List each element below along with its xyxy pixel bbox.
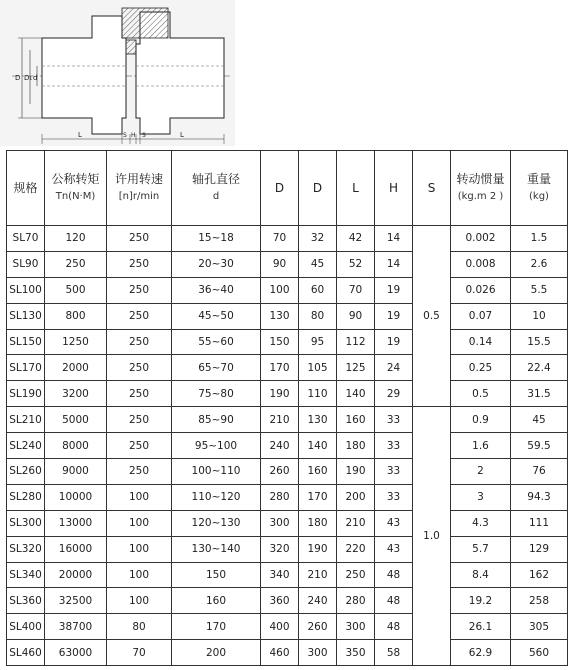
table-cell: 1.5 bbox=[511, 226, 568, 252]
table-cell: 10 bbox=[511, 303, 568, 329]
table-row bbox=[7, 277, 568, 303]
table-cell: 200 bbox=[337, 484, 375, 510]
table-cell: 15~18 bbox=[172, 226, 261, 252]
table-cell: 250 bbox=[107, 459, 172, 485]
table-cell: SL100 bbox=[7, 277, 45, 303]
table-cell: 1.6 bbox=[451, 433, 511, 459]
table-cell: 300 bbox=[261, 510, 299, 536]
table-cell: 250 bbox=[107, 355, 172, 381]
table-cell: 180 bbox=[337, 433, 375, 459]
table-cell: 210 bbox=[337, 510, 375, 536]
table-row bbox=[7, 614, 568, 640]
header-sublabel: (kg) bbox=[529, 191, 549, 202]
table-cell: 2.6 bbox=[511, 251, 568, 277]
table-cell: 160 bbox=[299, 459, 337, 485]
table-row bbox=[7, 329, 568, 355]
table-cell: SL340 bbox=[7, 562, 45, 588]
table-cell: 100 bbox=[261, 277, 299, 303]
table-cell: 250 bbox=[107, 433, 172, 459]
table-cell: 48 bbox=[375, 614, 413, 640]
table-cell: 100 bbox=[107, 562, 172, 588]
table-cell: 250 bbox=[107, 226, 172, 252]
table-cell: 190 bbox=[337, 459, 375, 485]
table-cell: 800 bbox=[45, 303, 107, 329]
table-cell: SL130 bbox=[7, 303, 45, 329]
table-cell: 42 bbox=[337, 226, 375, 252]
table-cell: 85~90 bbox=[172, 407, 261, 433]
table-cell: 360 bbox=[261, 588, 299, 614]
table-cell: 129 bbox=[511, 536, 568, 562]
table-cell: 16000 bbox=[45, 536, 107, 562]
table-cell: 95 bbox=[299, 329, 337, 355]
table-cell: 2000 bbox=[45, 355, 107, 381]
table-cell: 190 bbox=[299, 536, 337, 562]
table-cell: 75~80 bbox=[172, 381, 261, 407]
table-row bbox=[7, 459, 568, 485]
table-cell: 170 bbox=[172, 614, 261, 640]
table-cell: 59.5 bbox=[511, 433, 568, 459]
header-label: 规格 bbox=[13, 181, 38, 195]
table-cell: 250 bbox=[107, 277, 172, 303]
table-cell: 305 bbox=[511, 614, 568, 640]
table-cell: 100 bbox=[107, 588, 172, 614]
table-cell: 80 bbox=[107, 614, 172, 640]
table-cell: 180 bbox=[299, 510, 337, 536]
table-cell: 60 bbox=[299, 277, 337, 303]
table-cell: 3200 bbox=[45, 381, 107, 407]
table-cell: 5000 bbox=[45, 407, 107, 433]
table-cell: 70 bbox=[261, 226, 299, 252]
table-cell: 10000 bbox=[45, 484, 107, 510]
table-cell: 100~110 bbox=[172, 459, 261, 485]
header-cell bbox=[511, 151, 568, 226]
table-cell: SL190 bbox=[7, 381, 45, 407]
table-cell: 100 bbox=[107, 536, 172, 562]
table-cell: 320 bbox=[261, 536, 299, 562]
table-cell: SL70 bbox=[7, 226, 45, 252]
table-cell: 250 bbox=[107, 329, 172, 355]
table-row bbox=[7, 433, 568, 459]
table-cell: 280 bbox=[261, 484, 299, 510]
dim-label-h: H bbox=[131, 132, 136, 139]
dim-label-s-right: S bbox=[142, 132, 146, 139]
table-cell: 45~50 bbox=[172, 303, 261, 329]
table-cell: 45 bbox=[511, 407, 568, 433]
header-cell bbox=[45, 151, 107, 226]
table-cell: 140 bbox=[299, 433, 337, 459]
table-cell: 65~70 bbox=[172, 355, 261, 381]
table-cell: 5.7 bbox=[451, 536, 511, 562]
table-cell: 70 bbox=[107, 640, 172, 666]
header-cell bbox=[107, 151, 172, 226]
table-cell: 0.5 bbox=[451, 381, 511, 407]
table-cell: 250 bbox=[107, 407, 172, 433]
table-cell: 43 bbox=[375, 536, 413, 562]
table-cell: 38700 bbox=[45, 614, 107, 640]
table-cell: 560 bbox=[511, 640, 568, 666]
dim-label-l-right: L bbox=[180, 131, 184, 139]
table-cell: 90 bbox=[337, 303, 375, 329]
table-cell: 130~140 bbox=[172, 536, 261, 562]
table-cell: 20000 bbox=[45, 562, 107, 588]
header-sublabel: Tn(N·M) bbox=[55, 191, 96, 202]
table-cell: 36~40 bbox=[172, 277, 261, 303]
header-sublabel: d bbox=[212, 191, 220, 202]
table-cell: 300 bbox=[299, 640, 337, 666]
table-cell: 0.002 bbox=[451, 226, 511, 252]
table-cell: 250 bbox=[45, 251, 107, 277]
table-cell: 33 bbox=[375, 484, 413, 510]
table-cell: 240 bbox=[299, 588, 337, 614]
table-cell: 120~130 bbox=[172, 510, 261, 536]
table-cell: 95~100 bbox=[172, 433, 261, 459]
header-sublabel: (kg.m 2 ) bbox=[457, 191, 504, 202]
s-value-cell: 1.0 bbox=[413, 407, 451, 666]
table-cell: 250 bbox=[107, 251, 172, 277]
table-cell: 13000 bbox=[45, 510, 107, 536]
table-cell: 190 bbox=[261, 381, 299, 407]
table-cell: 162 bbox=[511, 562, 568, 588]
sleeve-hatch bbox=[126, 40, 136, 54]
header-cell bbox=[261, 151, 299, 226]
table-cell: 120 bbox=[45, 226, 107, 252]
dim-label-bore: d bbox=[33, 74, 38, 82]
table-row bbox=[7, 640, 568, 666]
table-cell: 76 bbox=[511, 459, 568, 485]
table-cell: 22.4 bbox=[511, 355, 568, 381]
table-cell: 14 bbox=[375, 251, 413, 277]
table-cell: 200 bbox=[172, 640, 261, 666]
table-cell: 19 bbox=[375, 277, 413, 303]
dim-label-d1: D₁ bbox=[24, 74, 33, 82]
table-cell: 0.008 bbox=[451, 251, 511, 277]
header-label: 公称转矩 bbox=[51, 172, 100, 186]
header-label: 轴孔直径 bbox=[191, 172, 240, 186]
table-row bbox=[7, 484, 568, 510]
header-cell bbox=[337, 151, 375, 226]
table-cell: 55~60 bbox=[172, 329, 261, 355]
table-cell: 58 bbox=[375, 640, 413, 666]
table-cell: 62.9 bbox=[451, 640, 511, 666]
table-cell: 4.3 bbox=[451, 510, 511, 536]
table-cell: 400 bbox=[261, 614, 299, 640]
table-cell: 0.026 bbox=[451, 277, 511, 303]
table-cell: 110 bbox=[299, 381, 337, 407]
table-cell: 170 bbox=[299, 484, 337, 510]
table-cell: SL260 bbox=[7, 459, 45, 485]
table-row bbox=[7, 407, 568, 433]
table-cell: 9000 bbox=[45, 459, 107, 485]
table-cell: SL400 bbox=[7, 614, 45, 640]
header-label: H bbox=[388, 181, 399, 195]
table-row bbox=[7, 251, 568, 277]
table-cell: SL300 bbox=[7, 510, 45, 536]
table-cell: SL320 bbox=[7, 536, 45, 562]
table-cell: 31.5 bbox=[511, 381, 568, 407]
table-cell: 130 bbox=[299, 407, 337, 433]
table-cell: 300 bbox=[337, 614, 375, 640]
table-cell: 70 bbox=[337, 277, 375, 303]
table-cell: SL150 bbox=[7, 329, 45, 355]
table-cell: 19 bbox=[375, 303, 413, 329]
table-cell: 0.25 bbox=[451, 355, 511, 381]
header-cell bbox=[172, 151, 261, 226]
table-cell: 8000 bbox=[45, 433, 107, 459]
table-cell: SL240 bbox=[7, 433, 45, 459]
table-body bbox=[7, 226, 568, 666]
header-cell bbox=[375, 151, 413, 226]
table-row bbox=[7, 381, 568, 407]
header-cell bbox=[7, 151, 45, 226]
header-label: D bbox=[312, 181, 323, 195]
table-cell: 350 bbox=[337, 640, 375, 666]
table-cell: 8.4 bbox=[451, 562, 511, 588]
table-cell: 3 bbox=[451, 484, 511, 510]
table-row bbox=[7, 226, 568, 252]
header-cell bbox=[413, 151, 451, 226]
table-cell: 240 bbox=[261, 433, 299, 459]
table-cell: 29 bbox=[375, 381, 413, 407]
header-label: 重量 bbox=[526, 172, 551, 186]
table-cell: 130 bbox=[261, 303, 299, 329]
table-row bbox=[7, 303, 568, 329]
dim-label-s-left: S bbox=[123, 132, 127, 139]
table-cell: 15.5 bbox=[511, 329, 568, 355]
table-cell: 170 bbox=[261, 355, 299, 381]
table-cell: 220 bbox=[337, 536, 375, 562]
table-row bbox=[7, 588, 568, 614]
table-cell: 500 bbox=[45, 277, 107, 303]
table-row bbox=[7, 510, 568, 536]
table-cell: 250 bbox=[107, 381, 172, 407]
table-cell: 33 bbox=[375, 407, 413, 433]
table-cell: 5.5 bbox=[511, 277, 568, 303]
table-cell: 260 bbox=[261, 459, 299, 485]
table-cell: 94.3 bbox=[511, 484, 568, 510]
table-cell: 105 bbox=[299, 355, 337, 381]
header-sublabel: [n]r/min bbox=[118, 191, 160, 202]
table-cell: 26.1 bbox=[451, 614, 511, 640]
table-cell: 14 bbox=[375, 226, 413, 252]
table-cell: SL90 bbox=[7, 251, 45, 277]
table-cell: 210 bbox=[261, 407, 299, 433]
table-cell: 340 bbox=[261, 562, 299, 588]
table-cell: SL360 bbox=[7, 588, 45, 614]
table-cell: 260 bbox=[299, 614, 337, 640]
table-cell: 0.14 bbox=[451, 329, 511, 355]
header-cell bbox=[299, 151, 337, 226]
header-label: D bbox=[274, 181, 285, 195]
table-cell: 250 bbox=[107, 303, 172, 329]
table-cell: 48 bbox=[375, 562, 413, 588]
table-cell: 63000 bbox=[45, 640, 107, 666]
table-cell: 160 bbox=[337, 407, 375, 433]
table-cell: 19 bbox=[375, 329, 413, 355]
table-cell: 52 bbox=[337, 251, 375, 277]
table-cell: 24 bbox=[375, 355, 413, 381]
table-cell: 2 bbox=[451, 459, 511, 485]
table-cell: 20~30 bbox=[172, 251, 261, 277]
s-value-cell: 0.5 bbox=[413, 226, 451, 407]
table-cell: SL460 bbox=[7, 640, 45, 666]
table-cell: 110~120 bbox=[172, 484, 261, 510]
table-row bbox=[7, 355, 568, 381]
header-label: L bbox=[352, 181, 359, 195]
header-label: 许用转速 bbox=[114, 172, 163, 186]
spec-table bbox=[6, 150, 568, 666]
table-cell: 32 bbox=[299, 226, 337, 252]
table-cell: 160 bbox=[172, 588, 261, 614]
header-label: 转动惯量 bbox=[456, 172, 505, 186]
table-cell: SL170 bbox=[7, 355, 45, 381]
table-cell: 32500 bbox=[45, 588, 107, 614]
table-cell: 125 bbox=[337, 355, 375, 381]
table-cell: 1250 bbox=[45, 329, 107, 355]
section-hatch bbox=[122, 8, 168, 38]
table-cell: 33 bbox=[375, 459, 413, 485]
table-cell: 140 bbox=[337, 381, 375, 407]
table-cell: 48 bbox=[375, 588, 413, 614]
table-cell: 0.9 bbox=[451, 407, 511, 433]
table-cell: 80 bbox=[299, 303, 337, 329]
table-cell: 210 bbox=[299, 562, 337, 588]
table-cell: 43 bbox=[375, 510, 413, 536]
table-cell: 250 bbox=[337, 562, 375, 588]
table-cell: 150 bbox=[172, 562, 261, 588]
table-cell: 460 bbox=[261, 640, 299, 666]
table-cell: 111 bbox=[511, 510, 568, 536]
header-row bbox=[7, 151, 568, 226]
dim-label-l-left: L bbox=[78, 131, 82, 139]
table-cell: 100 bbox=[107, 484, 172, 510]
dim-label-d-outer: D bbox=[15, 74, 21, 82]
table-cell: 258 bbox=[511, 588, 568, 614]
coupling-drawing bbox=[0, 0, 235, 146]
table-cell: 0.07 bbox=[451, 303, 511, 329]
table-cell: 100 bbox=[107, 510, 172, 536]
table-row bbox=[7, 562, 568, 588]
table-cell: 90 bbox=[261, 251, 299, 277]
table-cell: SL210 bbox=[7, 407, 45, 433]
table-cell: 150 bbox=[261, 329, 299, 355]
table-cell: 33 bbox=[375, 433, 413, 459]
table-cell: 112 bbox=[337, 329, 375, 355]
table-cell: 280 bbox=[337, 588, 375, 614]
table-cell: 19.2 bbox=[451, 588, 511, 614]
table-cell: 45 bbox=[299, 251, 337, 277]
header-label: S bbox=[427, 181, 436, 195]
header-cell bbox=[451, 151, 511, 226]
table-row bbox=[7, 536, 568, 562]
table-cell: SL280 bbox=[7, 484, 45, 510]
